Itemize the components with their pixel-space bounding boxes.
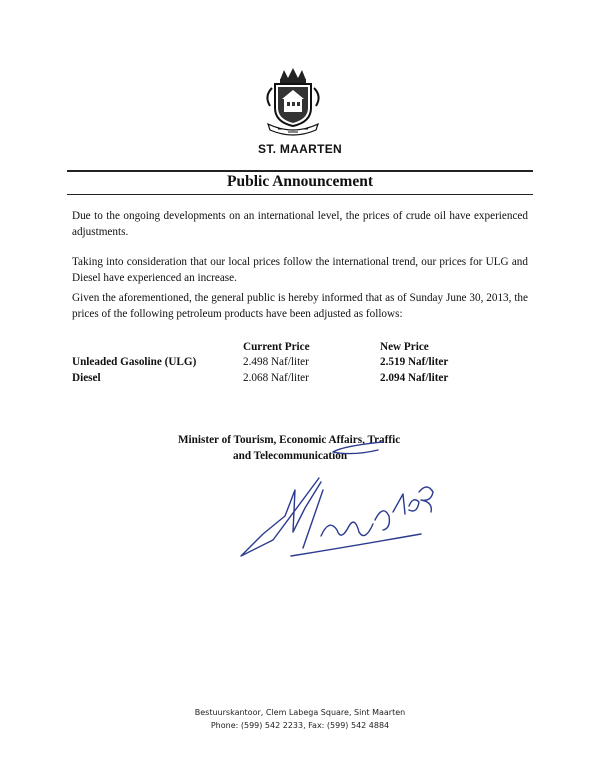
product-name: Unleaded Gasoline (ULG) xyxy=(72,356,197,368)
header-rule xyxy=(67,170,533,172)
signatory-title-line-1: Minister of Tourism, Economic Affairs, Traffic xyxy=(178,434,401,446)
new-price-header: New Price xyxy=(380,341,429,353)
coat-of-arms-icon xyxy=(258,66,328,136)
product-name: Diesel xyxy=(72,372,101,384)
organization-name: ST. MAARTEN xyxy=(258,142,342,156)
current-price: 2.498 Naf/liter xyxy=(243,356,309,368)
new-price: 2.094 Naf/liter xyxy=(380,372,449,384)
page-title: Public Announcement xyxy=(227,173,373,190)
paragraph-3: Given the aforementioned, the general public is hereby informed that as of Sunday June 30, 2013, the prices of the following petroleum products have been adjusted as follows: xyxy=(72,292,528,320)
paragraph-1: Due to the ongoing developments on an international level, the prices of crude oil have experienced adjustments. xyxy=(72,210,528,238)
current-price: 2.068 Naf/liter xyxy=(243,372,309,384)
footer-contact: Phone: (599) 542 2233, Fax: (599) 542 4884 xyxy=(210,721,390,730)
handwritten-signature xyxy=(233,438,443,568)
current-price-header: Current Price xyxy=(243,341,310,353)
signatory-title-line-2: and Telecommunication xyxy=(233,450,348,462)
new-price: 2.519 Naf/liter xyxy=(380,356,449,368)
footer xyxy=(0,706,600,732)
footer-address: Bestuurskantoor, Clem Labega Square, Sint Maarten xyxy=(194,708,406,717)
title-underline xyxy=(67,194,533,195)
paragraph-2: Taking into consideration that our local prices follow the international trend, our prices for ULG and Diesel have experienced an increase. xyxy=(72,256,528,284)
